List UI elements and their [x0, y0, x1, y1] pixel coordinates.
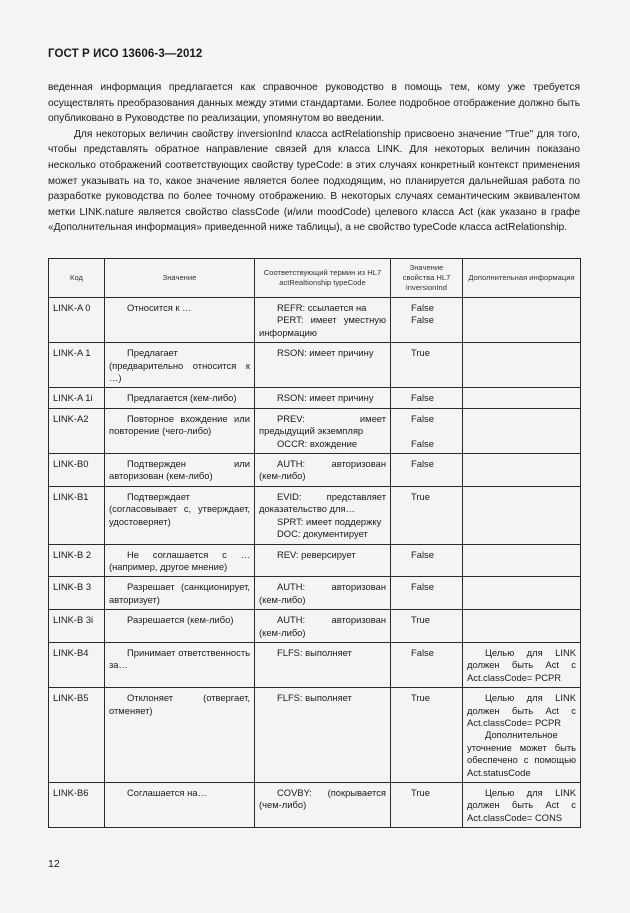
- cell-meaning: [105, 544, 255, 577]
- header-info: Дополнительная информация: [463, 259, 581, 298]
- cell-code: LINK-B4: [49, 642, 105, 687]
- cell-code: LINK-A 1i: [49, 388, 105, 408]
- inversion-value: False: [411, 646, 434, 658]
- cell-info: [463, 343, 581, 388]
- meaning-text: Принимает ответственность за…: [109, 646, 250, 671]
- cell-meaning: [105, 298, 255, 343]
- inversion-value: False: [411, 548, 434, 560]
- cell-term: [255, 408, 391, 453]
- inversion-value: False: [411, 458, 434, 470]
- cell-code: LINK-B 3: [49, 577, 105, 610]
- inversion-value: False: [411, 302, 434, 313]
- cell-info: [463, 454, 581, 487]
- table-row: [49, 642, 581, 687]
- document-header: ГОСТ Р ИСО 13606-3—2012: [48, 48, 203, 60]
- term-text: FLFS: выполняет: [277, 646, 352, 658]
- header-inversion: Значение свойства HL7 inversionInd: [391, 259, 463, 298]
- meaning-text: Предлагается (кем-либо): [127, 392, 237, 404]
- table-row: [49, 544, 581, 577]
- cell-inversion: [391, 688, 463, 783]
- header-term: Соответствующий термин из HL7 actRealtionship typeCode: [255, 259, 391, 298]
- inversion-value: True: [411, 490, 430, 502]
- inversion-value: False: [411, 581, 434, 593]
- cell-code: LINK-B0: [49, 454, 105, 487]
- meaning-text: Предлагает (предварительно относится к …): [109, 347, 250, 384]
- cell-meaning: [105, 454, 255, 487]
- cell-inversion: [391, 783, 463, 828]
- header-code: Код: [49, 259, 105, 298]
- cell-meaning: [105, 388, 255, 408]
- cell-code: LINK-B 2: [49, 544, 105, 577]
- meaning-text: Относится к …: [127, 302, 192, 313]
- term-text: SPRT: имеет поддержку: [277, 515, 382, 527]
- inversion-value: True: [411, 347, 430, 359]
- cell-inversion: [391, 610, 463, 643]
- cell-meaning: [105, 577, 255, 610]
- cell-term: [255, 486, 391, 544]
- cell-code: LINK-B5: [49, 688, 105, 783]
- info-text: Целью для LINK должен быть Act с Act.classCode= PCPR: [467, 692, 576, 728]
- intro-paragraph-1: веденная информация предлагается как справочное руководство в помощь тем, кому уже требуется осуществлять преобразования данных между этими стандартами. Более подробное отображение должно быть опубликовано в Руководстве по реализации, упомянутом во введении.: [48, 82, 580, 125]
- term-text: PERT: имеет уместную информацию: [259, 314, 386, 338]
- meaning-text: Не соглашается с … (например, другое мнение): [109, 548, 250, 572]
- table-row: [49, 577, 581, 610]
- cell-info: [463, 577, 581, 610]
- cell-inversion: [391, 298, 463, 343]
- term-text: OCCR: вхождение: [277, 437, 358, 449]
- cell-info: [463, 388, 581, 408]
- term-text: AUTH: авторизован (кем-либо): [259, 581, 386, 605]
- cell-meaning: [105, 343, 255, 388]
- cell-meaning: [105, 642, 255, 687]
- term-text: PREV: имеет предыдущий экземпляр: [259, 412, 386, 437]
- cell-inversion: [391, 408, 463, 453]
- link-mapping-table: [48, 258, 581, 828]
- info-text: Целью для LINK должен быть Act с Act.classCode= PCPR: [467, 646, 576, 683]
- table-row: [49, 343, 581, 388]
- inversion-value: False: [411, 412, 434, 424]
- table-row: [49, 408, 581, 453]
- cell-term: [255, 688, 391, 783]
- table-row: [49, 688, 581, 783]
- intro-paragraph-2: Для некоторых величин свойству inversionInd класса actRelationship присвоено значение "True" для того, чтобы представлять обратное направление связей для класса LINK. Для некоторых величин показано несколько отображений соответствующих свойству typeCode: в этих случаях конкретный контекст применения может указывать на то, какое значение является более подходящим, но планируется дальнейшая работа по разработке руководства по более точному отображению. В некоторых случаях семантическим эквивалентом метки LINK.nature является свойство classCode (и/или moodCode) целевого класса Act (как указано в графе «Дополнительная информация» приведенной ниже таблицы), а не свойство typeCode класса actRelationship.: [48, 128, 580, 234]
- cell-term: [255, 544, 391, 577]
- term-text: RSON: имеет причину: [277, 347, 374, 359]
- term-text: COVBY: (покрывается (чем-либо): [259, 787, 386, 811]
- cell-meaning: [105, 408, 255, 453]
- cell-term: [255, 642, 391, 687]
- intro-text: [48, 80, 580, 236]
- inversion-value: True: [411, 787, 430, 798]
- cell-meaning: [105, 783, 255, 828]
- term-text: EVID: представляет доказательство для…: [259, 490, 386, 515]
- cell-code: LINK-B6: [49, 783, 105, 828]
- term-text: AUTH: авторизован (кем-либо): [259, 614, 386, 638]
- cell-term: [255, 454, 391, 487]
- header-meaning: Значение: [105, 259, 255, 298]
- inversion-value: [395, 425, 458, 437]
- cell-term: [255, 388, 391, 408]
- cell-term: [255, 610, 391, 643]
- page-number: 12: [48, 858, 60, 870]
- cell-info: [463, 544, 581, 577]
- term-text: REV: реверсирует: [277, 548, 356, 560]
- cell-inversion: [391, 544, 463, 577]
- table-row: [49, 388, 581, 408]
- term-text: RSON: имеет причину: [277, 392, 374, 404]
- cell-info: [463, 610, 581, 643]
- cell-info: [463, 688, 581, 783]
- cell-info: [463, 408, 581, 453]
- meaning-text: Отклоняет (отвергает, отменяет): [109, 692, 250, 716]
- cell-code: LINK-B1: [49, 486, 105, 544]
- cell-term: [255, 783, 391, 828]
- cell-inversion: [391, 343, 463, 388]
- meaning-text: Соглашается на…: [127, 787, 207, 798]
- cell-info: [463, 642, 581, 687]
- cell-code: LINK-A 0: [49, 298, 105, 343]
- inversion-value: True: [411, 614, 430, 626]
- info-text-extra: Дополнительное уточнение может быть обеспечено с помощью Act.statusCode: [467, 729, 576, 778]
- table-row: [49, 454, 581, 487]
- inversion-value: True: [411, 692, 430, 704]
- cell-term: [255, 577, 391, 610]
- cell-info: [463, 486, 581, 544]
- cell-meaning: [105, 486, 255, 544]
- cell-inversion: [391, 454, 463, 487]
- meaning-text: Подтвержден или авторизован (кем-либо): [109, 458, 250, 482]
- table-header-row: [49, 259, 581, 298]
- cell-code: LINK-B 3i: [49, 610, 105, 643]
- cell-inversion: [391, 577, 463, 610]
- cell-inversion: [391, 388, 463, 408]
- cell-info: [463, 298, 581, 343]
- meaning-text: Разрешает (санкционирует, авторизует): [109, 581, 250, 605]
- term-text: DOC: документирует: [277, 528, 368, 540]
- meaning-text: Повторное вхождение или повторение (чего-либо): [109, 412, 250, 437]
- cell-inversion: [391, 642, 463, 687]
- inversion-value: False: [411, 437, 434, 449]
- cell-code: LINK-A 1: [49, 343, 105, 388]
- meaning-text: Разрешается (кем-либо): [127, 614, 234, 626]
- term-text: REFR: ссылается на: [277, 302, 367, 313]
- info-text: Целью для LINK должен быть Act с Act.classCode= CONS: [467, 787, 576, 823]
- table-row: [49, 783, 581, 828]
- table-row: [49, 610, 581, 643]
- inversion-value: False: [411, 392, 434, 404]
- inversion-value: False: [411, 314, 434, 326]
- cell-meaning: [105, 688, 255, 783]
- cell-info: [463, 783, 581, 828]
- term-text: AUTH: авторизован (кем-либо): [259, 458, 386, 482]
- cell-term: [255, 343, 391, 388]
- cell-term: [255, 298, 391, 343]
- cell-meaning: [105, 610, 255, 643]
- table-row: [49, 486, 581, 544]
- table-row: [49, 298, 581, 343]
- term-text: FLFS: выполняет: [277, 692, 352, 704]
- cell-code: LINK-A2: [49, 408, 105, 453]
- meaning-text: Подтверждает (согласовывает с, утверждает, удостоверяет): [109, 490, 250, 527]
- cell-inversion: [391, 486, 463, 544]
